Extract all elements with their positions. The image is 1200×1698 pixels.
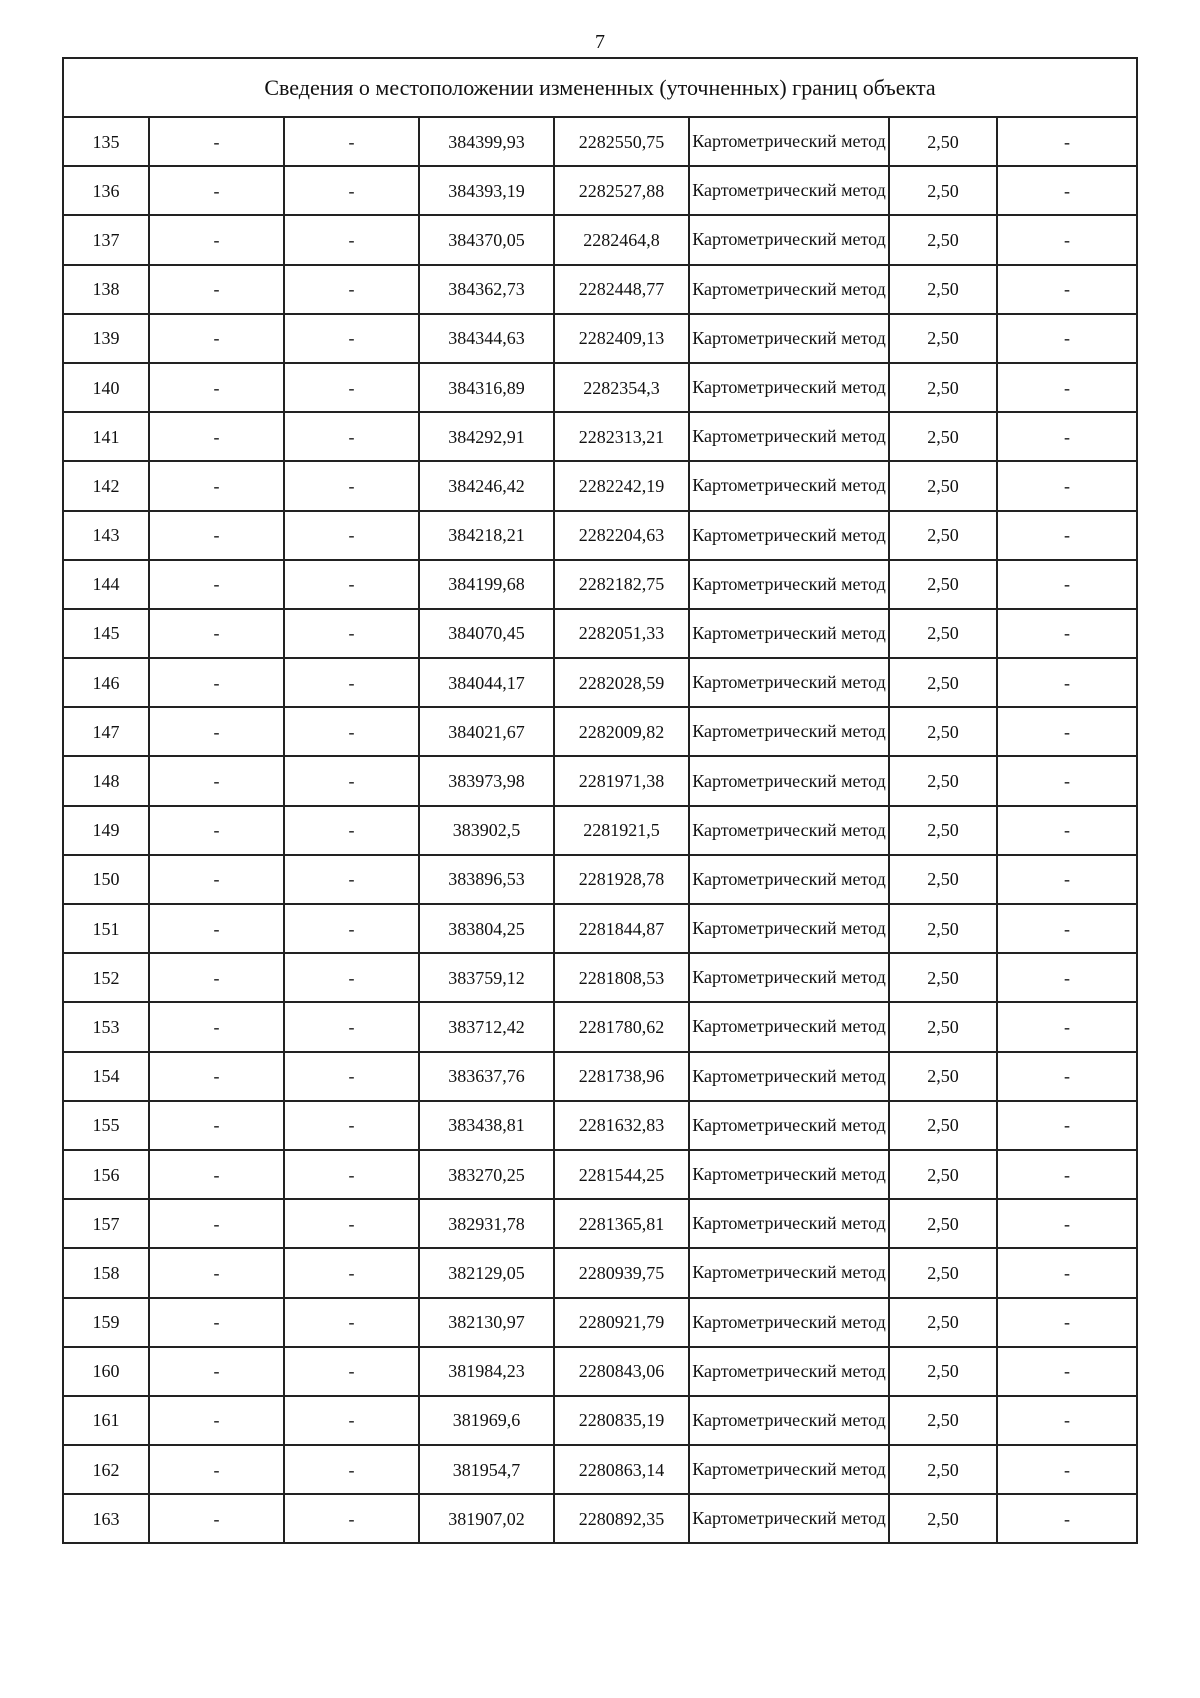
new-y-cell: 2281632,83 xyxy=(554,1101,689,1150)
point-number-cell: 155 xyxy=(63,1101,149,1150)
new-y-cell: 2282242,19 xyxy=(554,461,689,510)
precision-cell: 2,50 xyxy=(889,953,997,1002)
table-row xyxy=(63,1494,1137,1543)
new-x-cell: 384044,17 xyxy=(419,658,554,707)
new-x-cell: 384292,91 xyxy=(419,412,554,461)
method-cell: Картометрический метод xyxy=(689,904,889,953)
old-x-cell: - xyxy=(149,215,284,264)
new-y-cell: 2280921,79 xyxy=(554,1298,689,1347)
description-cell: - xyxy=(997,560,1137,609)
description-cell: - xyxy=(997,609,1137,658)
precision-cell: 2,50 xyxy=(889,904,997,953)
new-y-cell: 2281971,38 xyxy=(554,756,689,805)
method-cell: Картометрический метод xyxy=(689,1494,889,1543)
point-number-cell: 140 xyxy=(63,363,149,412)
old-y-cell: - xyxy=(284,609,419,658)
precision-cell: 2,50 xyxy=(889,658,997,707)
new-x-cell: 383270,25 xyxy=(419,1150,554,1199)
method-cell: Картометрический метод xyxy=(689,707,889,756)
new-y-cell: 2282051,33 xyxy=(554,609,689,658)
point-number-cell: 137 xyxy=(63,215,149,264)
old-y-cell: - xyxy=(284,1002,419,1051)
old-y-cell: - xyxy=(284,215,419,264)
point-number-cell: 142 xyxy=(63,461,149,510)
new-y-cell: 2281544,25 xyxy=(554,1150,689,1199)
old-y-cell: - xyxy=(284,1445,419,1494)
old-y-cell: - xyxy=(284,265,419,314)
table-row xyxy=(63,117,1137,166)
table-row xyxy=(63,855,1137,904)
precision-cell: 2,50 xyxy=(889,265,997,314)
method-cell: Картометрический метод xyxy=(689,1199,889,1248)
old-y-cell: - xyxy=(284,560,419,609)
old-y-cell: - xyxy=(284,1494,419,1543)
table-row xyxy=(63,806,1137,855)
old-y-cell: - xyxy=(284,117,419,166)
method-cell: Картометрический метод xyxy=(689,855,889,904)
old-y-cell: - xyxy=(284,1298,419,1347)
method-cell: Картометрический метод xyxy=(689,806,889,855)
table-row xyxy=(63,412,1137,461)
new-x-cell: 384316,89 xyxy=(419,363,554,412)
table-row xyxy=(63,1002,1137,1051)
precision-cell: 2,50 xyxy=(889,609,997,658)
new-x-cell: 383438,81 xyxy=(419,1101,554,1150)
new-x-cell: 381969,6 xyxy=(419,1396,554,1445)
description-cell: - xyxy=(997,412,1137,461)
point-number-cell: 152 xyxy=(63,953,149,1002)
point-number-cell: 159 xyxy=(63,1298,149,1347)
precision-cell: 2,50 xyxy=(889,117,997,166)
description-cell: - xyxy=(997,855,1137,904)
description-cell: - xyxy=(997,1150,1137,1199)
point-number-cell: 150 xyxy=(63,855,149,904)
precision-cell: 2,50 xyxy=(889,1445,997,1494)
description-cell: - xyxy=(997,1347,1137,1396)
table-title-row xyxy=(63,58,1137,117)
description-cell: - xyxy=(997,904,1137,953)
old-x-cell: - xyxy=(149,412,284,461)
old-x-cell: - xyxy=(149,855,284,904)
old-x-cell: - xyxy=(149,117,284,166)
precision-cell: 2,50 xyxy=(889,511,997,560)
new-y-cell: 2281780,62 xyxy=(554,1002,689,1051)
old-x-cell: - xyxy=(149,166,284,215)
method-cell: Картометрический метод xyxy=(689,756,889,805)
precision-cell: 2,50 xyxy=(889,1298,997,1347)
new-x-cell: 384399,93 xyxy=(419,117,554,166)
old-y-cell: - xyxy=(284,166,419,215)
old-x-cell: - xyxy=(149,461,284,510)
old-y-cell: - xyxy=(284,904,419,953)
description-cell: - xyxy=(997,1101,1137,1150)
new-x-cell: 382130,97 xyxy=(419,1298,554,1347)
old-y-cell: - xyxy=(284,1052,419,1101)
new-y-cell: 2282182,75 xyxy=(554,560,689,609)
method-cell: Картометрический метод xyxy=(689,560,889,609)
new-y-cell: 2282409,13 xyxy=(554,314,689,363)
method-cell: Картометрический метод xyxy=(689,1052,889,1101)
new-x-cell: 383902,5 xyxy=(419,806,554,855)
table-row xyxy=(63,1347,1137,1396)
point-number-cell: 138 xyxy=(63,265,149,314)
old-y-cell: - xyxy=(284,511,419,560)
old-x-cell: - xyxy=(149,1494,284,1543)
old-y-cell: - xyxy=(284,806,419,855)
new-x-cell: 384362,73 xyxy=(419,265,554,314)
point-number-cell: 157 xyxy=(63,1199,149,1248)
table-row xyxy=(63,756,1137,805)
new-x-cell: 383712,42 xyxy=(419,1002,554,1051)
method-cell: Картометрический метод xyxy=(689,1101,889,1150)
new-x-cell: 381907,02 xyxy=(419,1494,554,1543)
point-number-cell: 149 xyxy=(63,806,149,855)
old-x-cell: - xyxy=(149,904,284,953)
table-row xyxy=(63,1101,1137,1150)
precision-cell: 2,50 xyxy=(889,215,997,264)
description-cell: - xyxy=(997,511,1137,560)
new-x-cell: 381954,7 xyxy=(419,1445,554,1494)
new-y-cell: 2280892,35 xyxy=(554,1494,689,1543)
old-x-cell: - xyxy=(149,609,284,658)
new-y-cell: 2280939,75 xyxy=(554,1248,689,1297)
description-cell: - xyxy=(997,707,1137,756)
method-cell: Картометрический метод xyxy=(689,363,889,412)
old-x-cell: - xyxy=(149,314,284,363)
new-x-cell: 381984,23 xyxy=(419,1347,554,1396)
new-y-cell: 2280863,14 xyxy=(554,1445,689,1494)
description-cell: - xyxy=(997,363,1137,412)
old-x-cell: - xyxy=(149,1248,284,1297)
new-x-cell: 383804,25 xyxy=(419,904,554,953)
new-y-cell: 2282204,63 xyxy=(554,511,689,560)
table-row xyxy=(63,363,1137,412)
description-cell: - xyxy=(997,215,1137,264)
table-row xyxy=(63,1199,1137,1248)
description-cell: - xyxy=(997,1199,1137,1248)
old-x-cell: - xyxy=(149,1002,284,1051)
table-row xyxy=(63,166,1137,215)
old-x-cell: - xyxy=(149,560,284,609)
precision-cell: 2,50 xyxy=(889,1396,997,1445)
precision-cell: 2,50 xyxy=(889,756,997,805)
point-number-cell: 153 xyxy=(63,1002,149,1051)
old-y-cell: - xyxy=(284,1199,419,1248)
new-y-cell: 2280835,19 xyxy=(554,1396,689,1445)
new-y-cell: 2282354,3 xyxy=(554,363,689,412)
old-x-cell: - xyxy=(149,1052,284,1101)
point-number-cell: 135 xyxy=(63,117,149,166)
new-y-cell: 2281808,53 xyxy=(554,953,689,1002)
method-cell: Картометрический метод xyxy=(689,1248,889,1297)
point-number-cell: 160 xyxy=(63,1347,149,1396)
new-y-cell: 2282527,88 xyxy=(554,166,689,215)
old-x-cell: - xyxy=(149,1199,284,1248)
new-x-cell: 383973,98 xyxy=(419,756,554,805)
point-number-cell: 154 xyxy=(63,1052,149,1101)
precision-cell: 2,50 xyxy=(889,314,997,363)
method-cell: Картометрический метод xyxy=(689,609,889,658)
old-x-cell: - xyxy=(149,953,284,1002)
point-number-cell: 156 xyxy=(63,1150,149,1199)
precision-cell: 2,50 xyxy=(889,855,997,904)
old-y-cell: - xyxy=(284,412,419,461)
precision-cell: 2,50 xyxy=(889,1101,997,1150)
new-x-cell: 383637,76 xyxy=(419,1052,554,1101)
old-x-cell: - xyxy=(149,511,284,560)
table-row xyxy=(63,1445,1137,1494)
precision-cell: 2,50 xyxy=(889,806,997,855)
method-cell: Картометрический метод xyxy=(689,461,889,510)
old-x-cell: - xyxy=(149,265,284,314)
old-y-cell: - xyxy=(284,1347,419,1396)
precision-cell: 2,50 xyxy=(889,1494,997,1543)
page-number: 7 xyxy=(595,31,605,53)
old-y-cell: - xyxy=(284,1150,419,1199)
table-row xyxy=(63,215,1137,264)
new-x-cell: 384070,45 xyxy=(419,609,554,658)
old-y-cell: - xyxy=(284,756,419,805)
table-row xyxy=(63,609,1137,658)
precision-cell: 2,50 xyxy=(889,1150,997,1199)
old-x-cell: - xyxy=(149,1396,284,1445)
old-x-cell: - xyxy=(149,806,284,855)
precision-cell: 2,50 xyxy=(889,1347,997,1396)
point-number-cell: 158 xyxy=(63,1248,149,1297)
description-cell: - xyxy=(997,166,1137,215)
new-y-cell: 2282313,21 xyxy=(554,412,689,461)
description-cell: - xyxy=(997,658,1137,707)
precision-cell: 2,50 xyxy=(889,461,997,510)
new-y-cell: 2282028,59 xyxy=(554,658,689,707)
table-row xyxy=(63,314,1137,363)
point-number-cell: 162 xyxy=(63,1445,149,1494)
new-x-cell: 382931,78 xyxy=(419,1199,554,1248)
old-x-cell: - xyxy=(149,363,284,412)
old-x-cell: - xyxy=(149,756,284,805)
old-y-cell: - xyxy=(284,1396,419,1445)
table-row xyxy=(63,707,1137,756)
method-cell: Картометрический метод xyxy=(689,1298,889,1347)
description-cell: - xyxy=(997,756,1137,805)
old-x-cell: - xyxy=(149,658,284,707)
table-row xyxy=(63,658,1137,707)
description-cell: - xyxy=(997,953,1137,1002)
new-y-cell: 2282464,8 xyxy=(554,215,689,264)
table-row xyxy=(63,560,1137,609)
method-cell: Картометрический метод xyxy=(689,1002,889,1051)
method-cell: Картометрический метод xyxy=(689,117,889,166)
point-number-cell: 139 xyxy=(63,314,149,363)
precision-cell: 2,50 xyxy=(889,363,997,412)
point-number-cell: 141 xyxy=(63,412,149,461)
method-cell: Картометрический метод xyxy=(689,215,889,264)
old-y-cell: - xyxy=(284,363,419,412)
old-y-cell: - xyxy=(284,953,419,1002)
method-cell: Картометрический метод xyxy=(689,314,889,363)
point-number-cell: 146 xyxy=(63,658,149,707)
precision-cell: 2,50 xyxy=(889,1248,997,1297)
new-y-cell: 2280843,06 xyxy=(554,1347,689,1396)
old-y-cell: - xyxy=(284,658,419,707)
precision-cell: 2,50 xyxy=(889,707,997,756)
old-x-cell: - xyxy=(149,707,284,756)
description-cell: - xyxy=(997,1494,1137,1543)
precision-cell: 2,50 xyxy=(889,166,997,215)
new-x-cell: 383759,12 xyxy=(419,953,554,1002)
old-x-cell: - xyxy=(149,1298,284,1347)
point-number-cell: 151 xyxy=(63,904,149,953)
method-cell: Картометрический метод xyxy=(689,953,889,1002)
description-cell: - xyxy=(997,1396,1137,1445)
old-y-cell: - xyxy=(284,855,419,904)
old-y-cell: - xyxy=(284,314,419,363)
method-cell: Картометрический метод xyxy=(689,658,889,707)
old-x-cell: - xyxy=(149,1150,284,1199)
table-row xyxy=(63,511,1137,560)
method-cell: Картометрический метод xyxy=(689,412,889,461)
new-x-cell: 384218,21 xyxy=(419,511,554,560)
old-x-cell: - xyxy=(149,1347,284,1396)
table-row xyxy=(63,1396,1137,1445)
precision-cell: 2,50 xyxy=(889,1199,997,1248)
new-x-cell: 382129,05 xyxy=(419,1248,554,1297)
method-cell: Картометрический метод xyxy=(689,1445,889,1494)
old-y-cell: - xyxy=(284,1248,419,1297)
new-x-cell: 384021,67 xyxy=(419,707,554,756)
point-number-cell: 145 xyxy=(63,609,149,658)
description-cell: - xyxy=(997,806,1137,855)
new-y-cell: 2282009,82 xyxy=(554,707,689,756)
table-row xyxy=(63,1150,1137,1199)
method-cell: Картометрический метод xyxy=(689,1150,889,1199)
precision-cell: 2,50 xyxy=(889,560,997,609)
boundary-coordinates-table xyxy=(62,57,1138,1544)
new-y-cell: 2282550,75 xyxy=(554,117,689,166)
description-cell: - xyxy=(997,1002,1137,1051)
description-cell: - xyxy=(997,1298,1137,1347)
old-y-cell: - xyxy=(284,1101,419,1150)
table-row xyxy=(63,265,1137,314)
precision-cell: 2,50 xyxy=(889,412,997,461)
description-cell: - xyxy=(997,461,1137,510)
method-cell: Картометрический метод xyxy=(689,511,889,560)
method-cell: Картометрический метод xyxy=(689,166,889,215)
description-cell: - xyxy=(997,1248,1137,1297)
method-cell: Картометрический метод xyxy=(689,1396,889,1445)
new-x-cell: 384370,05 xyxy=(419,215,554,264)
precision-cell: 2,50 xyxy=(889,1002,997,1051)
new-y-cell: 2281738,96 xyxy=(554,1052,689,1101)
table-row xyxy=(63,1248,1137,1297)
point-number-cell: 136 xyxy=(63,166,149,215)
table-row xyxy=(63,904,1137,953)
point-number-cell: 148 xyxy=(63,756,149,805)
description-cell: - xyxy=(997,1445,1137,1494)
new-x-cell: 384393,19 xyxy=(419,166,554,215)
point-number-cell: 143 xyxy=(63,511,149,560)
old-y-cell: - xyxy=(284,461,419,510)
new-x-cell: 383896,53 xyxy=(419,855,554,904)
new-y-cell: 2281921,5 xyxy=(554,806,689,855)
method-cell: Картометрический метод xyxy=(689,1347,889,1396)
table-row xyxy=(63,461,1137,510)
point-number-cell: 163 xyxy=(63,1494,149,1543)
point-number-cell: 161 xyxy=(63,1396,149,1445)
new-y-cell: 2282448,77 xyxy=(554,265,689,314)
new-y-cell: 2281365,81 xyxy=(554,1199,689,1248)
description-cell: - xyxy=(997,1052,1137,1101)
new-x-cell: 384344,63 xyxy=(419,314,554,363)
new-x-cell: 384246,42 xyxy=(419,461,554,510)
table-row xyxy=(63,1052,1137,1101)
old-x-cell: - xyxy=(149,1445,284,1494)
point-number-cell: 147 xyxy=(63,707,149,756)
new-y-cell: 2281844,87 xyxy=(554,904,689,953)
point-number-cell: 144 xyxy=(63,560,149,609)
table-title: Сведения о местоположении измененных (уточненных) границ объекта xyxy=(63,58,1137,117)
table-row xyxy=(63,1298,1137,1347)
old-x-cell: - xyxy=(149,1101,284,1150)
method-cell: Картометрический метод xyxy=(689,265,889,314)
new-y-cell: 2281928,78 xyxy=(554,855,689,904)
description-cell: - xyxy=(997,117,1137,166)
new-x-cell: 384199,68 xyxy=(419,560,554,609)
old-y-cell: - xyxy=(284,707,419,756)
table-row xyxy=(63,953,1137,1002)
description-cell: - xyxy=(997,265,1137,314)
precision-cell: 2,50 xyxy=(889,1052,997,1101)
description-cell: - xyxy=(997,314,1137,363)
